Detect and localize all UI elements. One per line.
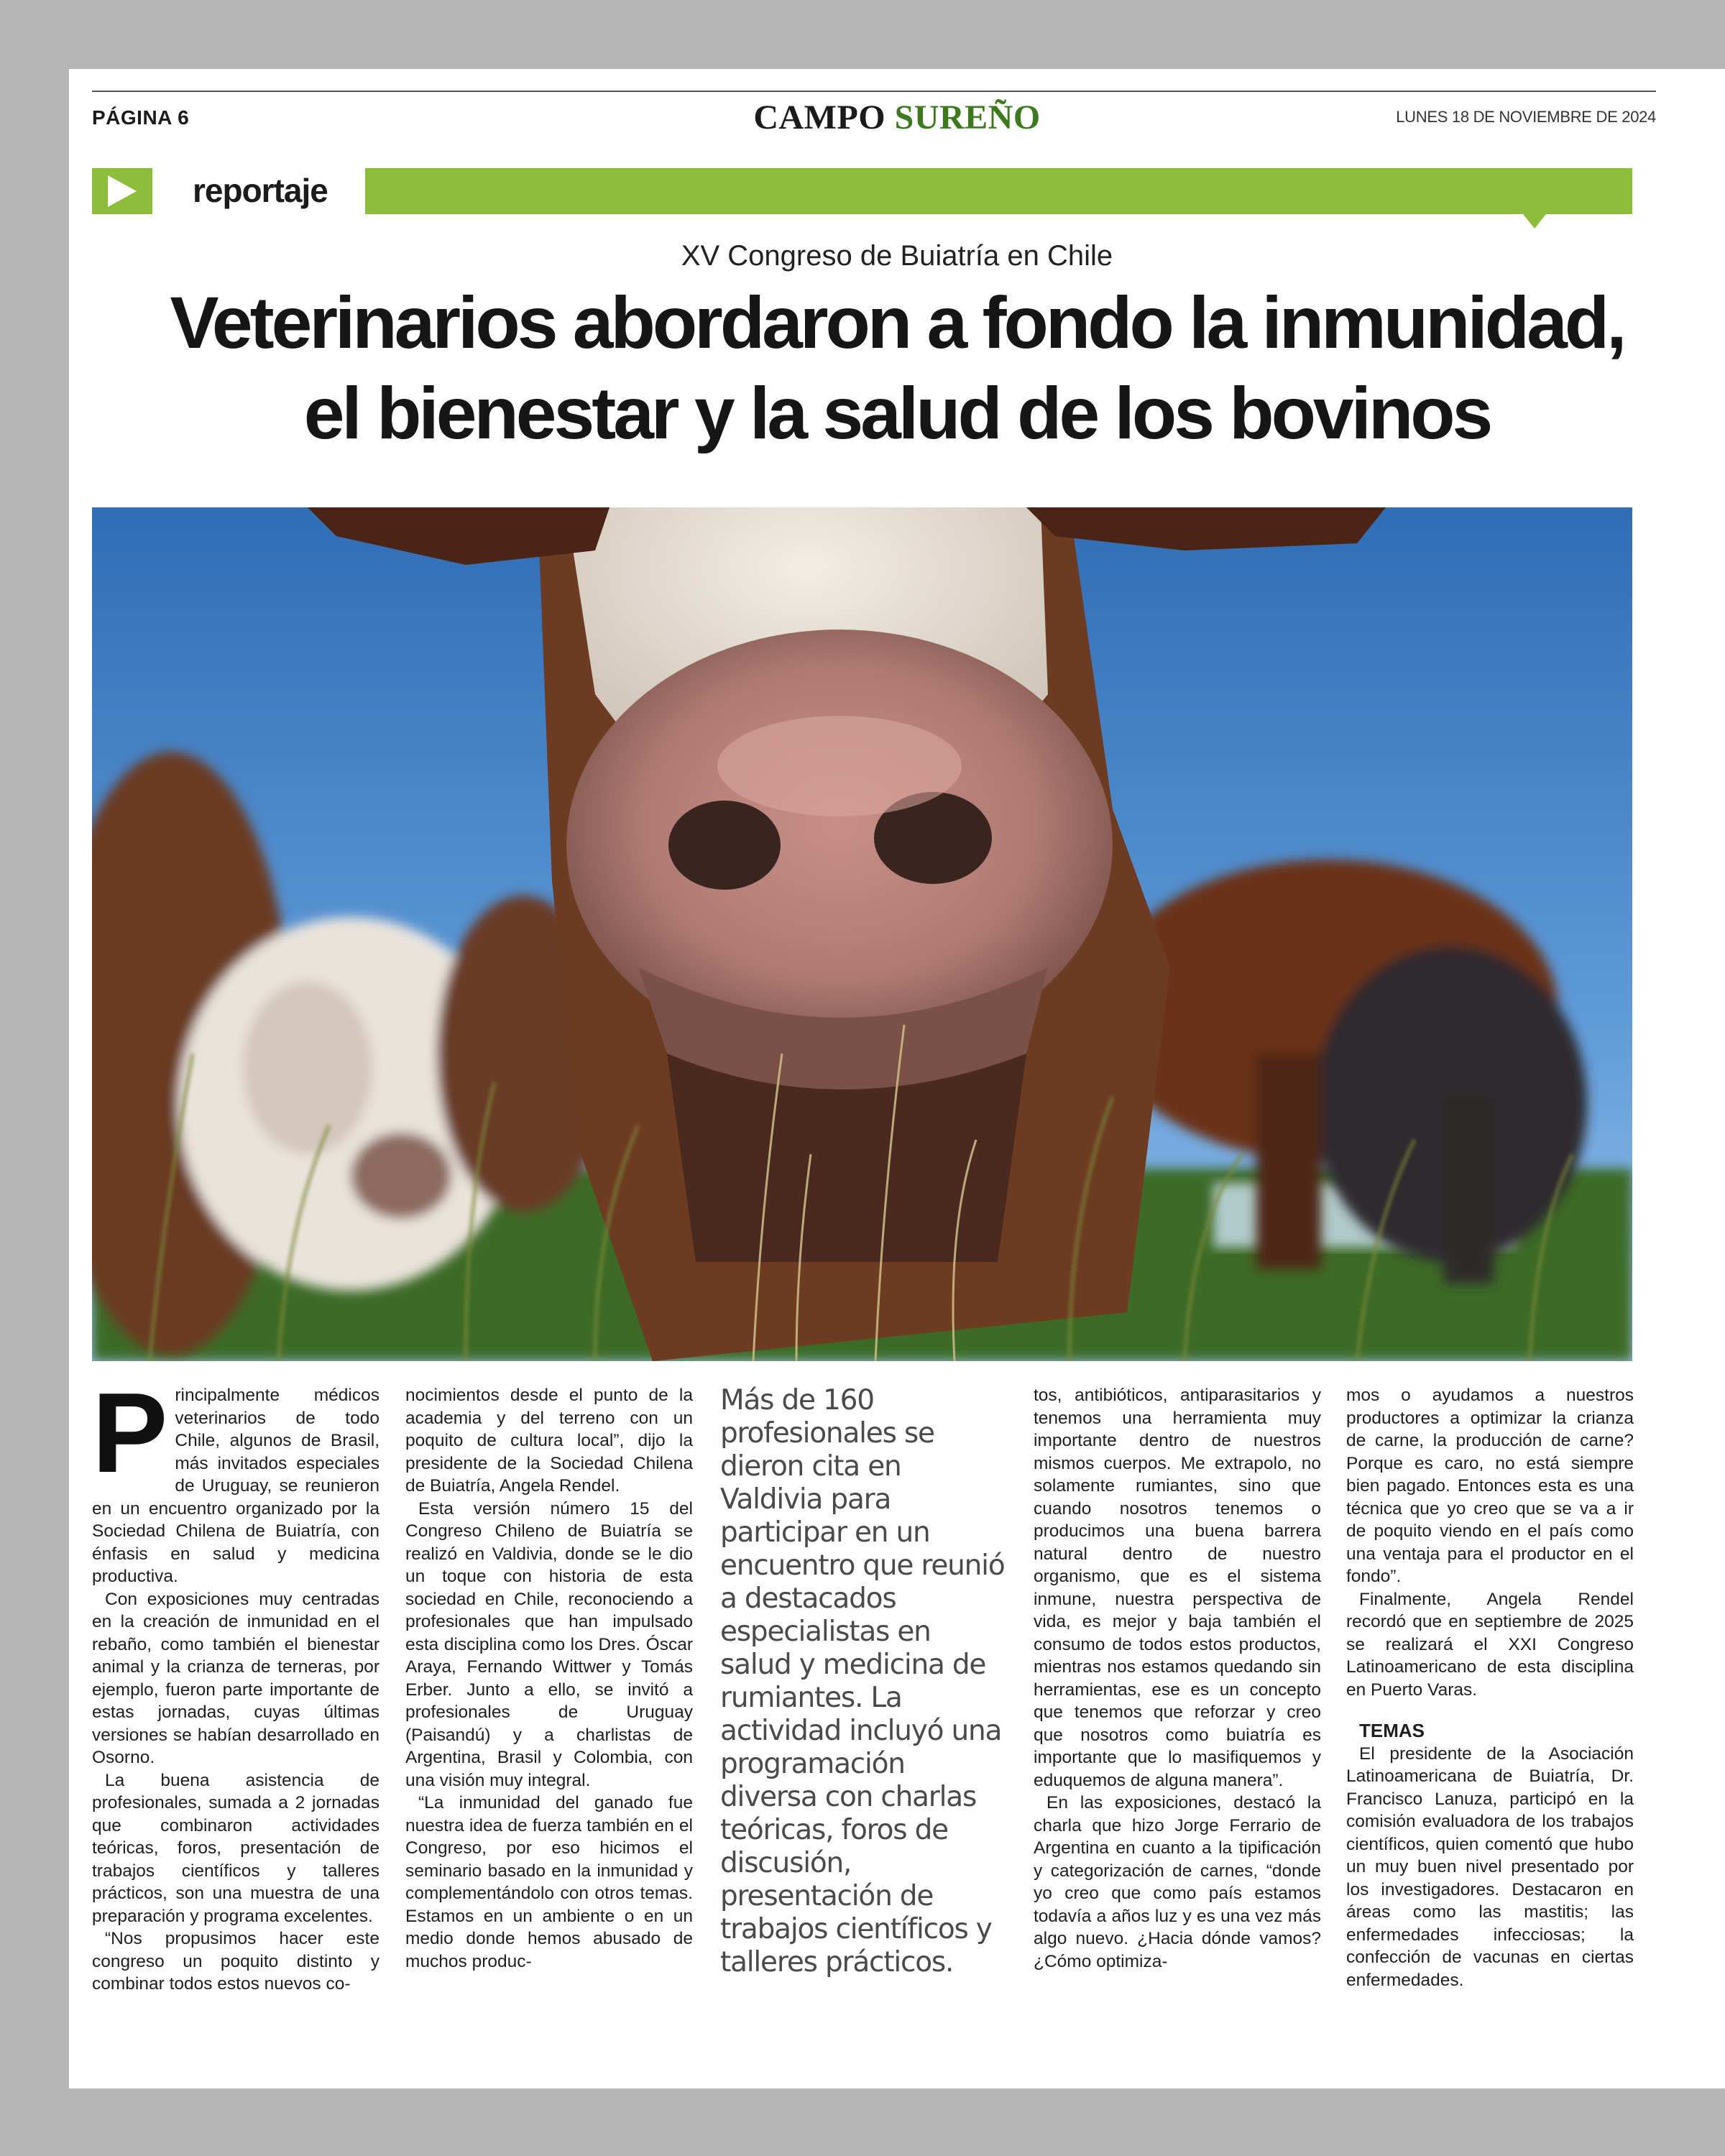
paragraph: En las exposiciones, destacó la charla que hizo Jorge Ferrario de Argentina en cuanto a la tipificación y categorización de carnes, “donde yo creo que como país estamos todavía a años luz y es una vez más algo nuevo. ¿Hacia dónde vamos? ¿Cómo optimiza- — [1034, 1793, 1321, 1971]
newspaper-page — [69, 69, 1725, 2088]
headline-line-2: el bienestar y la salud de los bovinos — [303, 372, 1491, 454]
paragraph: Principalmente médicos veterinarios de todo Chile, algunos de Brasil, más invitados especiales de Uruguay, se reunieron en un encuentro organizado por la Sociedad Chilena de Buiatría, con énfasis en salud y medicina productiva. — [92, 1370, 380, 1586]
header-rule — [92, 91, 1656, 92]
column-1 — [92, 1370, 380, 1996]
drop-cap: P — [92, 1370, 168, 1496]
section-banner — [92, 168, 1632, 214]
paragraph: mos o ayudamos a nuestros productores a optimizar la crianza de carne, la producción de carne? Porque es caro, no está siempre bien pagado. Entonces esta es una técnica que yo creo que se va a ir de poquito viendo en el país como una ventaja para el productor en el fondo”. — [1346, 1386, 1634, 1586]
subheading-temas: TEMAS — [1359, 1720, 1425, 1741]
issue-date: LUNES 18 DE NOVIEMBRE DE 2024 — [1396, 108, 1656, 126]
play-arrow-icon — [92, 168, 152, 214]
masthead-campo: CAMPO — [753, 98, 886, 137]
column-2 — [405, 1384, 693, 1973]
section-notch — [1523, 214, 1546, 229]
column-4 — [1034, 1384, 1321, 1973]
paragraph: Con exposiciones muy centradas en la creación de inmunidad en el rebaño, como también el bienestar animal y la crianza de terneras, por ejemplo, fueron parte importante de estas jornadas, cuyas últimas versiones se habían desarrollado en Osorno. — [92, 1589, 380, 1767]
column-5 — [1346, 1384, 1634, 1991]
article-headline — [112, 277, 1682, 459]
article-body — [92, 1370, 1634, 2074]
paragraph: Finalmente, Angela Rendel recordó que en septiembre de 2025 se realizará el XXI Congreso Latinoamericano de esta disciplina en Puerto Varas. — [1346, 1589, 1634, 1700]
paragraph: “La inmunidad del ganado fue nuestra idea de fuerza también en el Congreso, por eso hicimos el seminario basado en la inmunidad y complementándolo con otros temas. Estamos en un ambiente o en un medio donde hemos abusado de muchos produc- — [405, 1793, 693, 1971]
pull-quote: Más de 160 profesionales se dieron cita en Valdivia para participar en un encuentro que reunió a destacados especialistas en salud y medicina de rumiantes. La actividad incluyó una programación diversa con charlas teóricas, foros de discusión, presentación de trabajos científicos y talleres prácticos. — [720, 1384, 1005, 1978]
page-number: PÁGINA 6 — [92, 106, 190, 129]
section-label: reportaje — [193, 172, 328, 209]
section-green-bar — [365, 168, 1632, 214]
paragraph: La buena asistencia de profesionales, sumada a 2 jornadas que combinaron actividades teóricas, foros, presentación de trabajos científicos y talleres prácticos, son una muestra de una preparación y programa excelentes. — [92, 1770, 380, 1926]
article-kicker: XV Congreso de Buiatría en Chile — [681, 240, 1113, 272]
paragraph: nocimientos desde el punto de la academia y del terreno con un poquito de cultura local”, dijo la presidente de la Sociedad Chilena de Buiatría, Angela Rendel. — [405, 1386, 693, 1496]
headline-line-1: Veterinarios abordaron a fondo la inmunidad, — [170, 282, 1624, 364]
paragraph: Esta versión número 15 del Congreso Chileno de Buiatría se realizó en Valdivia, donde se le dio un toque con historia de esta sociedad en Chile, reconociendo a profesionales que han impulsado esta disciplina como los Dres. Óscar Araya, Fernando Wittwer y Tomás Erber. Junto a ello, se invitó a profesionales de Uruguay (Paisandú) y a charlistas de Argentina, Brasil y Colombia, con una visión muy integral. — [405, 1498, 693, 1790]
cow-photo — [92, 507, 1632, 1361]
paragraph: “Nos propusimos hacer este congreso un poquito distinto y combinar todos estos nuevos co- — [92, 1929, 380, 1994]
paragraph: El presidente de la Asociación Latinoamericana de Buiatría, Dr. Francisco Lanuza, participó en la comisión evaluadora de los trabajos científicos, quien comentó que hubo un muy buen nivel presentado por los investigadores. Destacaron en áreas como las mastitis; las enfermedades infecciosas; la confección de vacunas en ciertas enfermedades. — [1346, 1743, 1634, 1990]
masthead-sureno: SUREÑO — [894, 98, 1041, 137]
paragraph: tos, antibióticos, antiparasitarios y tenemos una herramienta muy importante dentro de nuestros mismos cuerpos. Me extrapolo, no solamente rumiantes, sino que cuando nosotros tenemos o producimos una buena barrera natural dentro de nuestro organismo, que es el sistema inmune, nuestra perspectiva de vida, es mejor y baja también el consumo de todos estos productos, mientras nos estamos quedando sin herramientas, ese es un concepto que tenemos que reforzar y creo que nosotros como buiatría es importante que lo masifiquemos y eduquemos de alguna manera”. — [1034, 1386, 1321, 1790]
